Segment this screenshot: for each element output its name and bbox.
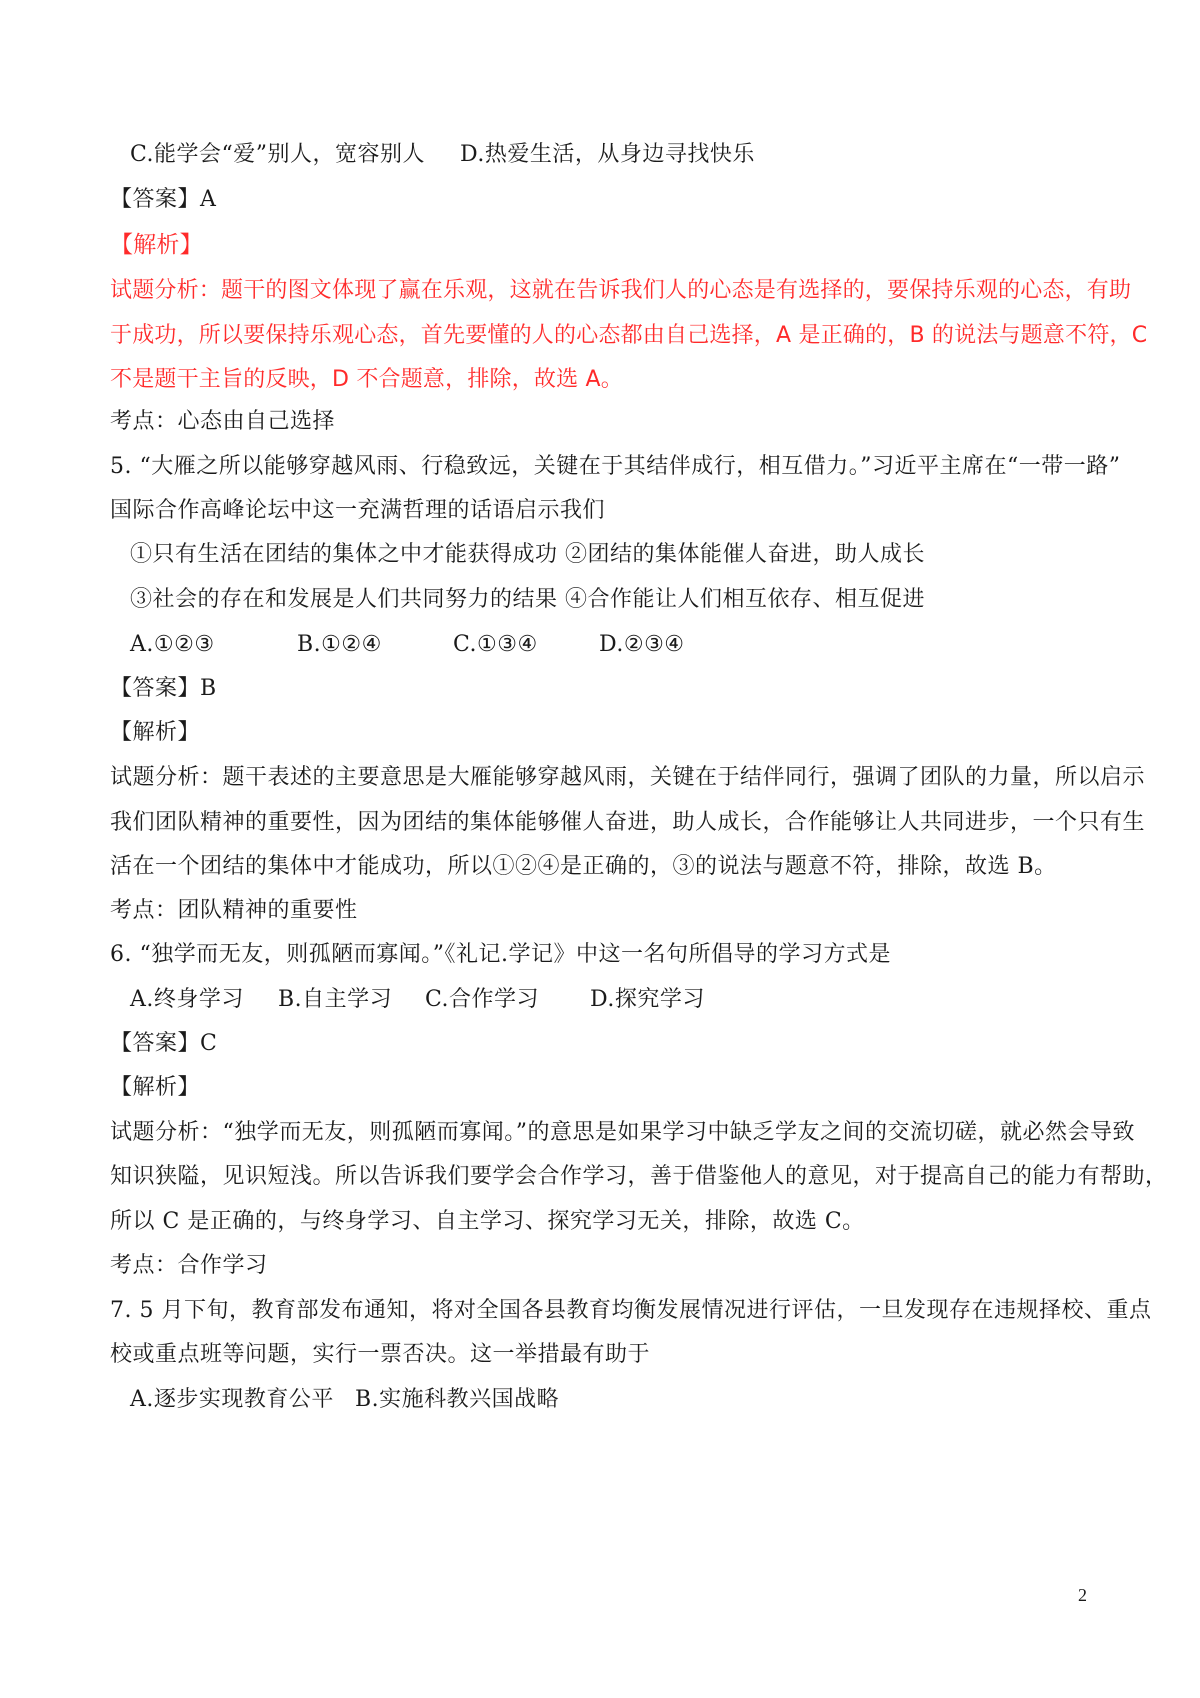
q6-option-b: B.自主学习	[278, 987, 393, 1012]
q5-stem-line: 5. “大雁之所以能够穿越风雨、行稳致远，关键在于其结伴成行，相互借力。”习近平主席在“一带一路”	[110, 454, 1121, 479]
q6-analysis-line: 知识狭隘，见识短浅。所以告诉我们要学会合作学习，善于借鉴他人的意见，对于提高自己的能力有帮助，	[110, 1164, 1168, 1189]
q5-point: 考点：团队精神的重要性	[110, 898, 358, 923]
q6-analysis-line: 试题分析：“独学而无友，则孤陋而寡闻。”的意思是如果学习中缺乏学友之间的交流切磋，就必然会导致	[110, 1120, 1135, 1145]
q5-analysis-line: 我们团队精神的重要性，因为团结的集体能够催人奋进，助人成长，合作能够让人共同进步，一个只有生	[110, 810, 1146, 835]
q5-analysis-heading: 【解析】	[110, 720, 201, 745]
q7-option-b: B.实施科教兴国战略	[355, 1387, 560, 1412]
q6-stem: 6. “独学而无友，则孤陋而寡闻。”《礼记.学记》中这一名句所倡导的学习方式是	[110, 942, 891, 967]
q7-stem-line: 校或重点班等问题，实行一票否决。这一举措最有助于	[110, 1342, 651, 1367]
q4-answer: 【答案】A	[110, 187, 217, 212]
q4-analysis-line: 试题分析：题干的图文体现了赢在乐观，这就在告诉我们人的心态是有选择的，要保持乐观的心态，有助	[110, 278, 1132, 303]
q4-analysis-line: 于成功，所以要保持乐观心态，首先要懂的人的心态都由自己选择，A 是正确的，B 的说法与题意不符，C	[110, 323, 1148, 348]
q5-option-b: B.①②④	[297, 632, 382, 657]
q4-point: 考点：心态由自己选择	[110, 409, 336, 434]
q5-stem-line: 国际合作高峰论坛中这一充满哲理的话语启示我们	[110, 498, 606, 523]
q5-option-a: A.①②③	[130, 632, 215, 657]
q6-option-d: D.探究学习	[590, 987, 705, 1012]
q4-analysis-line: 不是题干主旨的反映，D 不合题意，排除，故选 A。	[110, 367, 623, 392]
q7-stem-line: 7. 5 月下旬，教育部发布通知，将对全国各县教育均衡发展情况进行评估，一旦发现存在违规择校、重点	[110, 1298, 1152, 1323]
q6-analysis-heading: 【解析】	[110, 1075, 201, 1100]
q5-option-d: D.②③④	[599, 632, 685, 657]
q7-option-a: A.逐步实现教育公平	[130, 1387, 334, 1412]
q5-analysis-line: 试题分析：题干表述的主要意思是大雁能够穿越风雨，关键在于结伴同行，强调了团队的力量，所以启示	[110, 765, 1146, 790]
q6-point: 考点：合作学习	[110, 1253, 268, 1278]
q4-option-c: C.能学会“爱”别人，宽容别人	[130, 142, 426, 167]
q4-analysis-heading: 【解析】	[110, 232, 203, 258]
q6-option-a: A.终身学习	[130, 987, 244, 1012]
q4-option-d: D.热爱生活，从身边寻找快乐	[460, 142, 755, 167]
q6-answer: 【答案】C	[110, 1031, 218, 1056]
page-number: 2	[1078, 1585, 1087, 1605]
q5-answer: 【答案】B	[110, 676, 217, 701]
q5-statement: ①只有生活在团结的集体之中才能获得成功 ②团结的集体能催人奋进，助人成长	[130, 542, 925, 567]
q5-analysis-line: 活在一个团结的集体中才能成功，所以①②④是正确的，③的说法与题意不符，排除，故选 B。	[110, 854, 1057, 879]
q6-analysis-line: 所以 C 是正确的，与终身学习、自主学习、探究学习无关，排除，故选 C。	[110, 1209, 865, 1234]
q5-option-c: C.①③④	[453, 632, 538, 657]
q5-statement: ③社会的存在和发展是人们共同努力的结果 ④合作能让人们相互依存、相互促进	[130, 587, 925, 612]
q6-option-c: C.合作学习	[425, 987, 540, 1012]
